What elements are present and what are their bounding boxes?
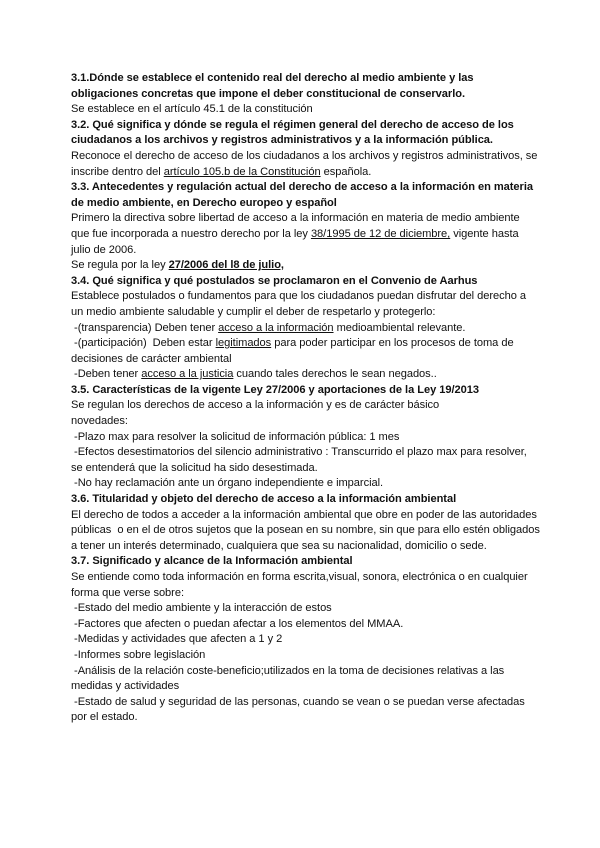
- paragraph: [71, 102, 541, 118]
- paragraph: [71, 149, 541, 180]
- paragraph-text: -Deben tener: [71, 368, 142, 381]
- document-content: [71, 71, 541, 726]
- paragraph-text: -Análisis de la relación coste-beneficio;utilizados en la toma de decisiones relativas a las medidas y actividades: [71, 664, 508, 693]
- list-item: [71, 336, 541, 367]
- underlined-reference: legitimados: [215, 337, 272, 350]
- list-item: [71, 367, 541, 383]
- paragraph: [71, 570, 541, 601]
- paragraph-text: El derecho de todos a acceder a la información ambiental que obre en poder de las autoridades públicas o en el de otros sujetos que la posean en su nombre, sin que para ello estén obligados a tener un interés determinado, cualquiera que sea su nacionalidad, domicilio o sede.: [71, 508, 543, 552]
- underlined-reference: 38/1995 de 12 de diciembre,: [310, 227, 451, 240]
- underlined-reference: 27/2006 del l8 de julio,: [168, 259, 284, 272]
- paragraph: [71, 211, 541, 258]
- list-item: [71, 617, 541, 633]
- underlined-reference: acceso a la justicia: [141, 368, 234, 381]
- paragraph-text: -No hay reclamación ante un órgano independiente e imparcial.: [71, 477, 384, 490]
- section-heading-3-6: 3.6. Titularidad y objeto del derecho de acceso a la información ambiental: [71, 493, 457, 506]
- paragraph-text: -Plazo max para resolver la solicitud de información pública: 1 mes: [71, 430, 400, 443]
- paragraph-text: -Informes sobre legislación: [71, 648, 206, 661]
- list-item: [71, 648, 541, 664]
- paragraph: [71, 414, 541, 430]
- paragraph-text: Se regulan los derechos de acceso a la información y es de carácter básico: [71, 399, 440, 412]
- paragraph-text: -Estado de salud y seguridad de las personas, cuando se vean o se puedan verse afectadas por el estado.: [71, 695, 528, 724]
- section-heading-3-3: 3.3. Antecedentes y regulación actual del derecho de acceso a la información en materia de medio ambiente, en Derecho europeo y español: [71, 181, 537, 209]
- paragraph-text: -(transparencia) Deben tener: [71, 321, 219, 334]
- paragraph: [71, 508, 541, 555]
- section-heading-3-4: 3.4. Qué significa y qué postulados se proclamaron en el Convenio de Aarhus: [71, 274, 478, 287]
- paragraph-text: novedades:: [71, 415, 128, 428]
- paragraph-text: española.: [320, 165, 372, 178]
- paragraph-text: Se establece en el artículo 45.1 de la constitución: [71, 103, 313, 116]
- list-item: [71, 445, 541, 476]
- paragraph: [71, 398, 541, 414]
- paragraph-text: -Medidas y actividades que afecten a 1 y 2: [71, 633, 283, 646]
- section-heading-3-2: 3.2. Qué significa y dónde se regula el régimen general del derecho de acceso de los ciudadanos a los archivos y registros administrativos y a la información pública.: [71, 118, 517, 147]
- paragraph-text: Se entiende como toda información en forma escrita,visual, sonora, electrónica o en cualquier forma que verse sobre:: [71, 571, 531, 599]
- paragraph-text: -Efectos desestimatorios del silencio administrativo : Transcurrido el plazo max para resolver, se entenderá que la solicitud ha sido desestimada.: [71, 446, 530, 474]
- list-item: [71, 632, 541, 648]
- section-heading-3-7: 3.7. Significado y alcance de la Información ambiental: [71, 555, 353, 568]
- section-heading-3-5: 3.5. Características de la vigente Ley 27/2006 y aportaciones de la Ley 19/2013: [71, 383, 479, 396]
- paragraph: [71, 258, 541, 274]
- paragraph-text: medioambiental relevante.: [333, 321, 466, 334]
- paragraph-text: -(participación) Deben estar: [71, 337, 216, 350]
- list-item: [71, 430, 541, 446]
- underlined-reference: artículo 105.b de la Constitución: [163, 165, 321, 178]
- paragraph-text: -Factores que afecten o puedan afectar a los elementos del MMAA.: [71, 617, 404, 630]
- list-item: [71, 664, 541, 695]
- paragraph-text: -Estado del medio ambiente y la interacción de estos: [71, 602, 332, 615]
- list-item: [71, 695, 541, 726]
- list-item: [71, 321, 541, 337]
- list-item: [71, 601, 541, 617]
- paragraph-text: Primero la directiva sobre libertad de acceso a la información en materia de medio ambiente que fue incorporada a nuestro derecho por la ley: [71, 212, 523, 240]
- paragraph-text: Establece postulados o fundamentos para que los ciudadanos puedan disfrutar del derecho a un medio ambiente saludable y cumplir el deber de respetarlo y protegerlo:: [71, 290, 530, 318]
- paragraph-text: Se regula por la ley: [71, 259, 169, 272]
- underlined-reference: acceso a la información: [218, 321, 334, 334]
- section-heading-3-1: 3.1.Dónde se establece el contenido real del derecho al medio ambiente y las obligaciones concretas que impone el deber constitucional de conservarlo.: [71, 72, 477, 100]
- paragraph-text: vigente hasta julio de 2006.: [71, 227, 522, 256]
- paragraph-text: Reconoce el derecho de acceso de los ciudadanos a los archivos y registros administrativos, se inscribe dentro del: [71, 149, 541, 178]
- paragraph-text: cuando tales derechos le sean negados..: [233, 368, 437, 381]
- list-item: [71, 476, 541, 492]
- paragraph-text: para poder participar en los procesos de toma de decisiones de carácter ambiental: [71, 337, 517, 365]
- paragraph: [71, 289, 541, 320]
